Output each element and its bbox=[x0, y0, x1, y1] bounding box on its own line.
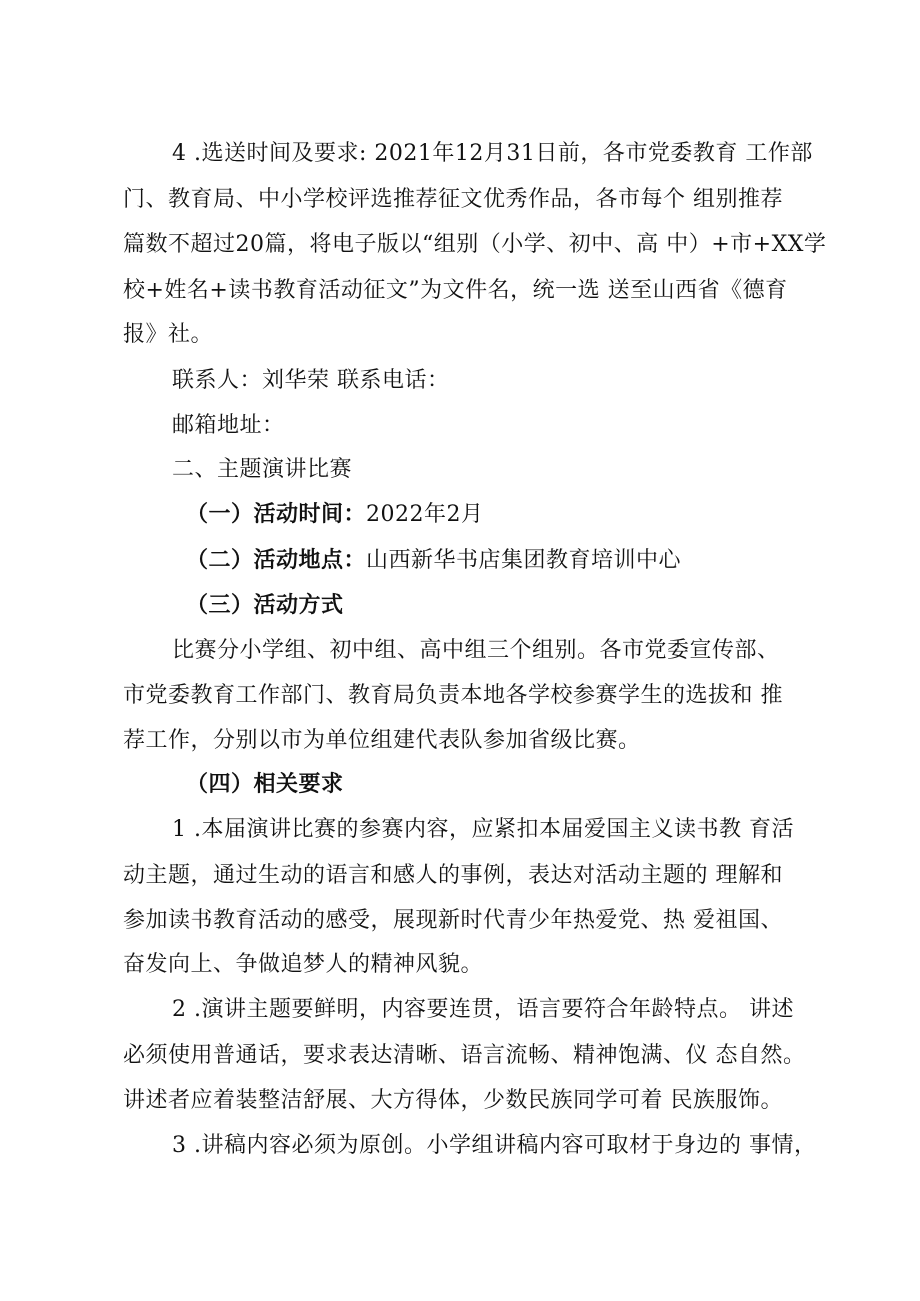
contact-line: 联系人：刘华荣 联系电话： bbox=[172, 368, 450, 393]
paragraph-line: 奋发向上、争做追梦人的精神风貌。 bbox=[123, 952, 484, 977]
paragraph-line: 2 .演讲主题要鲜明，内容要连贯，语言要符合年龄特点。 讲述 bbox=[172, 997, 794, 1022]
paragraph-line: 校+姓名+读书教育活动征文”为文件名，统一选 送至山西省《德育 bbox=[123, 278, 788, 303]
paragraph-line: 参加读书教育活动的感受，展现新时代青少年热爱党、热 爱祖国、 bbox=[123, 908, 783, 933]
paragraph-line: 篇数不超过20篇，将电子版以“组别（小学、初中、高 中）+市+XX学 bbox=[123, 232, 827, 257]
activity-location-value: 山西新华书店集团教育培训中心 bbox=[366, 548, 682, 573]
paragraph-line: 动主题，通过生动的语言和感人的事例，表达对活动主题的 理解和 bbox=[123, 863, 783, 888]
paragraph-line: 报》社。 bbox=[123, 322, 214, 347]
activity-time-value: 2022年2月 bbox=[366, 502, 484, 527]
requirements-heading: （四）相关要求 bbox=[186, 772, 344, 797]
activity-time-item bbox=[186, 500, 484, 530]
paragraph-line: 门、教育局、中小学校评选推荐征文优秀作品，各市每个 组别推荐 bbox=[123, 187, 783, 212]
activity-location-label: （二）活动地点： bbox=[186, 548, 367, 573]
activity-time-label: （一）活动时间： bbox=[186, 502, 367, 527]
activity-method-heading: （三）活动方式 bbox=[186, 593, 344, 618]
paragraph-line: 1 .本届演讲比赛的参赛内容，应紧扣本届爱国主义读书教 育活 bbox=[172, 817, 794, 842]
paragraph-line: 讲述者应着装整洁舒展、大方得体，少数民族同学可着 民族服饰。 bbox=[123, 1088, 783, 1113]
section-heading: 二、主题演讲比赛 bbox=[172, 457, 353, 482]
paragraph-line: 4 .选送时间及要求: 2021年12月31日前，各市党委教育 工作部 bbox=[172, 141, 813, 166]
paragraph-line: 荐工作，分别以市为单位组建代表队参加省级比赛。 bbox=[123, 728, 641, 753]
paragraph-line: 必须使用普通话，要求表达清晰、语言流畅、精神饱满、仪 态自然。 bbox=[123, 1043, 806, 1068]
activity-location-item bbox=[186, 546, 681, 576]
paragraph-line: 市党委教育工作部门、教育局负责本地各学校参赛学生的选拔和 推 bbox=[123, 683, 783, 708]
email-line: 邮箱地址： bbox=[172, 413, 285, 438]
paragraph-line: 3 .讲稿内容必须为原创。小学组讲稿内容可取材于身边的 事情， bbox=[172, 1133, 817, 1158]
paragraph-line: 比赛分小学组、初中组、高中组三个组别。各市党委宣传部、 bbox=[172, 638, 780, 663]
